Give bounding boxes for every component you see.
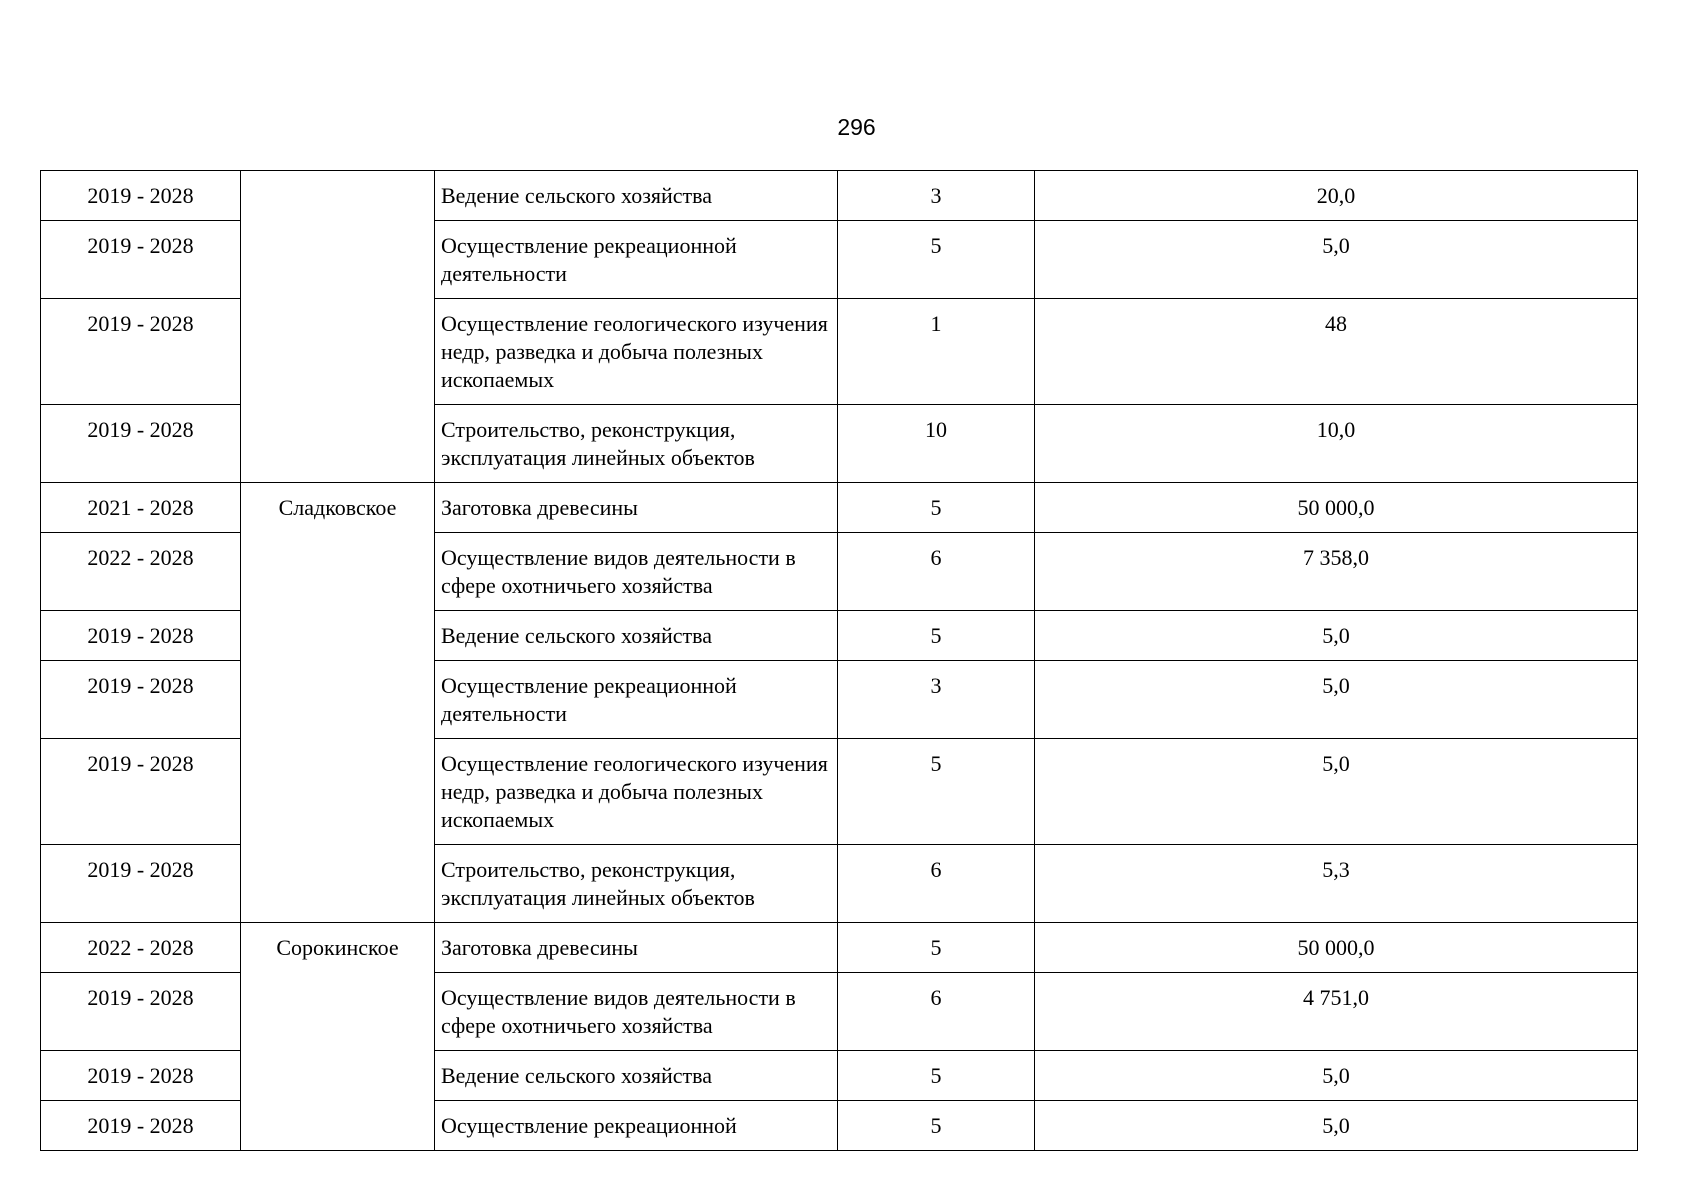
activity-cell: Осуществление геологического изучения недр, разведка и добыча полезных ископаемых (435, 739, 838, 845)
count-cell: 3 (838, 661, 1035, 739)
activity-cell: Ведение сельского хозяйства (435, 611, 838, 661)
activity-cell: Ведение сельского хозяйства (435, 1051, 838, 1101)
activity-cell: Ведение сельского хозяйства (435, 171, 838, 221)
page-number: 296 (837, 114, 876, 140)
period-cell: 2019 - 2028 (41, 973, 241, 1051)
area-cell: 5,0 (1035, 1101, 1638, 1151)
area-cell: 5,0 (1035, 1051, 1638, 1101)
area-cell: 10,0 (1035, 405, 1638, 483)
area-cell: 20,0 (1035, 171, 1638, 221)
period-cell: 2021 - 2028 (41, 483, 241, 533)
count-cell: 5 (838, 739, 1035, 845)
table-row (41, 923, 1638, 973)
period-cell: 2022 - 2028 (41, 923, 241, 973)
area-cell: 5,0 (1035, 661, 1638, 739)
period-cell: 2019 - 2028 (41, 1101, 241, 1151)
count-cell: 5 (838, 1101, 1035, 1151)
count-cell: 5 (838, 221, 1035, 299)
period-cell: 2019 - 2028 (41, 171, 241, 221)
count-cell: 5 (838, 923, 1035, 973)
count-cell: 6 (838, 533, 1035, 611)
district-cell (241, 171, 435, 483)
area-cell: 5,0 (1035, 739, 1638, 845)
count-cell: 1 (838, 299, 1035, 405)
area-cell: 48 (1035, 299, 1638, 405)
period-cell: 2019 - 2028 (41, 845, 241, 923)
district-cell: Сорокинское (241, 923, 435, 1151)
area-cell: 50 000,0 (1035, 483, 1638, 533)
period-cell: 2019 - 2028 (41, 299, 241, 405)
period-cell: 2019 - 2028 (41, 221, 241, 299)
activity-cell: Строительство, реконструкция, эксплуатация линейных объектов (435, 845, 838, 923)
activity-cell: Осуществление рекреационной деятельности (435, 661, 838, 739)
activity-cell: Заготовка древесины (435, 923, 838, 973)
count-cell: 6 (838, 973, 1035, 1051)
district-cell: Сладковское (241, 483, 435, 923)
activity-cell: Строительство, реконструкция, эксплуатация линейных объектов (435, 405, 838, 483)
count-cell: 10 (838, 405, 1035, 483)
activity-cell: Осуществление рекреационной деятельности (435, 221, 838, 299)
activity-table (40, 170, 1638, 1151)
activity-cell: Осуществление видов деятельности в сфере охотничьего хозяйства (435, 533, 838, 611)
period-cell: 2019 - 2028 (41, 661, 241, 739)
table-row (41, 483, 1638, 533)
activity-cell: Осуществление геологического изучения недр, разведка и добыча полезных ископаемых (435, 299, 838, 405)
period-cell: 2019 - 2028 (41, 739, 241, 845)
period-cell: 2019 - 2028 (41, 1051, 241, 1101)
area-cell: 50 000,0 (1035, 923, 1638, 973)
count-cell: 6 (838, 845, 1035, 923)
count-cell: 5 (838, 1051, 1035, 1101)
area-cell: 4 751,0 (1035, 973, 1638, 1051)
period-cell: 2019 - 2028 (41, 611, 241, 661)
table-row (41, 171, 1638, 221)
period-cell: 2019 - 2028 (41, 405, 241, 483)
area-cell: 5,0 (1035, 221, 1638, 299)
count-cell: 5 (838, 483, 1035, 533)
period-cell: 2022 - 2028 (41, 533, 241, 611)
count-cell: 3 (838, 171, 1035, 221)
activity-cell: Осуществление видов деятельности в сфере охотничьего хозяйства (435, 973, 838, 1051)
activity-cell: Заготовка древесины (435, 483, 838, 533)
count-cell: 5 (838, 611, 1035, 661)
area-cell: 5,3 (1035, 845, 1638, 923)
area-cell: 7 358,0 (1035, 533, 1638, 611)
area-cell: 5,0 (1035, 611, 1638, 661)
activity-cell: Осуществление рекреационной (435, 1101, 838, 1151)
